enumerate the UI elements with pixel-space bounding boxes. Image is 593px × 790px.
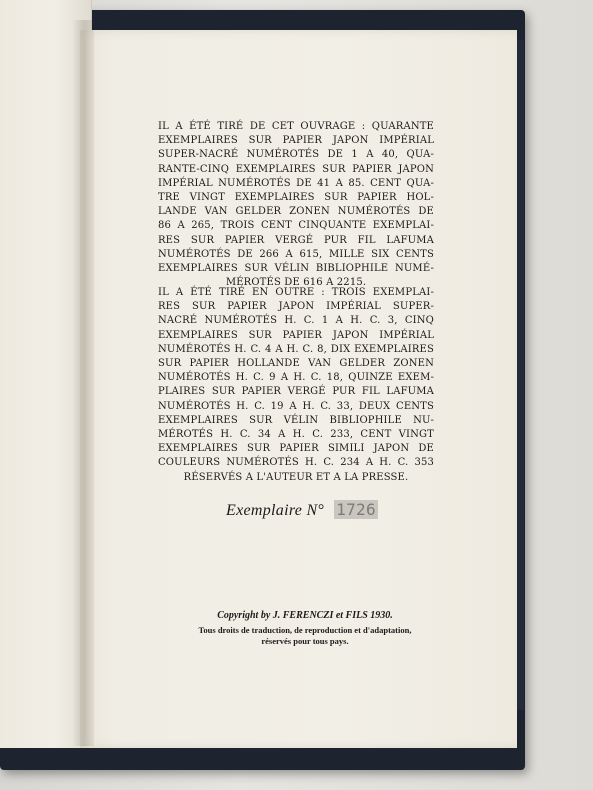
text-line: LANDE VAN GELDER ZONEN NUMÉROTÉS DE	[158, 206, 434, 218]
text-line: MÉROTÉS H. C. 34 A H. C. 233, CENT VINGT	[158, 429, 434, 441]
text-line: IL A ÉTÉ TIRÉ EN OUTRE : TROIS EXEMPLAI-	[158, 287, 434, 298]
text-line: PLAIRES SUR PAPIER VERGÉ PUR FIL LAFUMA	[158, 386, 434, 398]
rights-line-2: réservés pour tous pays.	[261, 636, 349, 646]
text-line: NACRÉ NUMÉROTÉS H. C. 1 A H. C. 3, CINQ	[158, 315, 434, 327]
exemplaire-line	[226, 500, 378, 520]
text-line: EXEMPLAIRES SUR VÉLIN BIBLIOPHILE NUMÉ-	[158, 263, 434, 275]
text-line: NUMÉROTÉS H. C. 9 A H. C. 18, QUINZE EXEM-	[158, 372, 434, 384]
justification-paragraph-1	[158, 120, 434, 290]
text-line: COULEURS NUMÉROTÉS H. C. 234 A H. C. 353	[158, 457, 434, 469]
text-line: EXEMPLAIRES SUR VÉLIN BIBLIOPHILE NU-	[158, 414, 434, 426]
text-line: RANTE-CINQ EXEMPLAIRES SUR PAPIER JAPON	[158, 163, 434, 175]
text-line: SUPER-NACRÉ NUMÉROTÉS DE 1 A 40, QUA-	[158, 149, 434, 161]
text-line: RES SUR PAPIER JAPON IMPÉRIAL SUPER-	[158, 301, 434, 313]
exemplaire-label: Exemplaire N°	[226, 502, 325, 519]
text-line: IMPÉRIAL NUMÉROTÉS DE 41 A 85. CENT QUA-	[158, 177, 434, 189]
text-line: EXEMPLAIRES SUR PAPIER JAPON IMPÉRIAL	[158, 135, 434, 147]
text-line: NUMÉROTÉS H. C. 19 A H. C. 33, DEUX CENTS	[158, 400, 434, 412]
rights-line-1: Tous droits de traduction, de reproduction et d'adaptation,	[198, 625, 412, 635]
text-line: EXEMPLAIRES SUR PAPIER JAPON IMPÉRIAL	[158, 329, 434, 341]
text-line: 86 A 265, TROIS CENT CINQUANTE EXEMPLAI-	[158, 220, 434, 232]
text-line: IL A ÉTÉ TIRÉ DE CET OUVRAGE : QUARANTE	[158, 121, 434, 132]
copyright-line: Copyright by J. FERENCZI et FILS 1930.	[217, 610, 393, 621]
text-line: TRE VINGT EXEMPLAIRES SUR PAPIER HOL-	[158, 192, 434, 204]
text-line: NUMÉROTÉS DE 266 A 615, MILLE SIX CENTS	[158, 248, 434, 260]
exemplaire-number-stamp: 1726	[336, 500, 376, 519]
justification-paragraph-2	[158, 286, 434, 485]
text-line: NUMÉROTÉS H. C. 4 A H. C. 8, DIX EXEMPLAIRES	[158, 343, 434, 355]
page-gutter	[72, 20, 94, 746]
text-line: EXEMPLAIRES SUR PAPIER SIMILI JAPON DE	[158, 443, 434, 455]
text-line: RES SUR PAPIER VERGÉ PUR FIL LAFUMA	[158, 234, 434, 246]
copyright-block	[165, 610, 445, 647]
text-line: RÉSERVÉS A L'AUTEUR ET A LA PRESSE.	[183, 471, 409, 483]
text-line: SUR PAPIER HOLLANDE VAN GELDER ZONEN	[158, 358, 434, 370]
text-line: MÉROTÉS DE 616 A 2215.	[225, 277, 367, 289]
